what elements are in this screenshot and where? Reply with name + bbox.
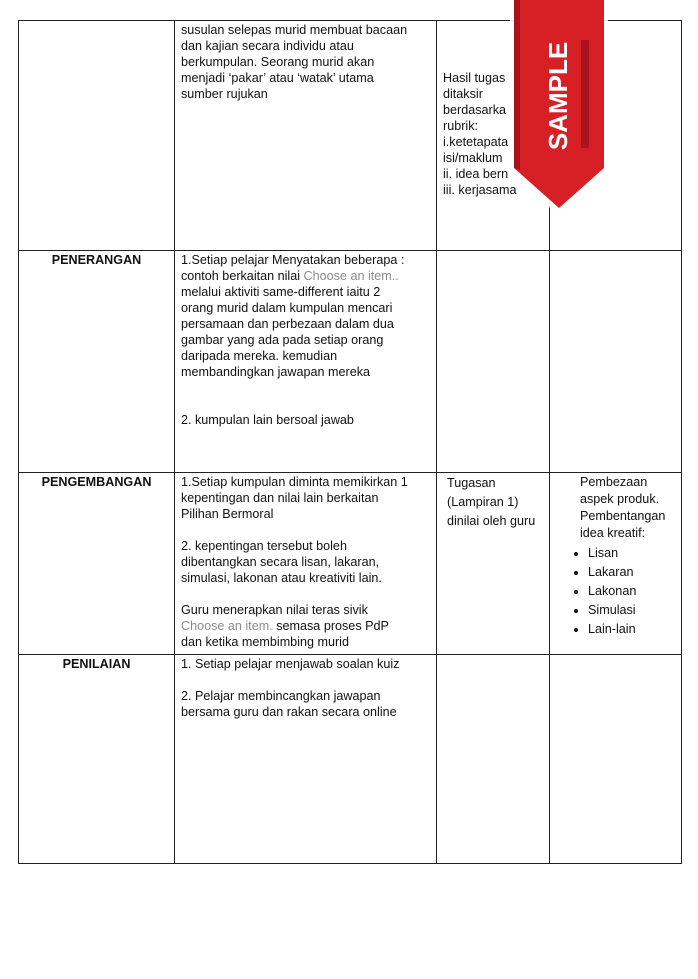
- assessment-text: Hasil tugas ditaksir berdasarka rubrik: i.ketetapata isi/maklum ii. idea bern iii. kerjasama: [443, 71, 517, 197]
- stage-cell: PENGEMBANGAN: [19, 473, 175, 655]
- notes-cell: [550, 655, 682, 864]
- stage-cell: [19, 21, 175, 251]
- ribbon-shade: [514, 0, 520, 170]
- list-item: • Lakaran: [588, 563, 675, 582]
- stage-cell: PENERANGAN: [19, 251, 175, 473]
- list-item: • Lisan: [588, 544, 675, 563]
- activity-cell: 1.Setiap pelajar Menyatakan beberapa : contoh berkaitan nilai Choose an item.. melalui aktiviti same-different iaitu 2 orang murid dalam kumpulan mencari persamaan dan perbezaan dalam dua gambar yang ada pada setiap orang daripada mereka. kemudian membandingkan jawapan mereka 2. kumpulan lain bersoal jawab: [175, 251, 437, 473]
- activity-cell: 1.Setiap kumpulan diminta memikirkan 1 kepentingan dan nilai lain berkaitan Pilihan Bermoral 2. kepentingan tersebut boleh dibentangkan secara lisan, lakaran, simulasi, lakonan atau kreativiti lain. Guru menerapkan nilai teras sivik Choose an item. semasa proses PdP dan ketika membimbing murid: [175, 473, 437, 655]
- list-item: • Lakonan: [588, 582, 675, 601]
- activity-text: susulan selepas murid membuat bacaan dan kajian secara individu atau berkumpulan. Seorang murid akan menjadi ‘pakar’ atau ‘watak’ utama sumber rujukan: [181, 23, 408, 101]
- activity-cell: 1. Setiap pelajar menjawab soalan kuiz 2. Pelajar membincangkan jawapan bersama guru dan rakan secara online: [175, 655, 437, 864]
- choose-item-dropdown[interactable]: Choose an item.: [181, 619, 273, 633]
- table-row: [19, 473, 682, 655]
- notes-cell: [550, 251, 682, 473]
- assessment-cell: [437, 251, 550, 473]
- list-item: • Lain-lain: [588, 620, 675, 639]
- table-row: [19, 655, 682, 864]
- choose-item-dropdown[interactable]: Choose an item..: [303, 269, 399, 283]
- sample-text: SAMPLE: [543, 41, 573, 151]
- sample-ribbon-watermark: [510, 0, 608, 216]
- table-row: [19, 251, 682, 473]
- ribbon-fine-print: [581, 40, 589, 148]
- list-item: • Simulasi: [588, 601, 675, 620]
- assessment-cell: Tugasan (Lampiran 1) dinilai oleh guru: [437, 473, 550, 655]
- creative-idea-list: [556, 544, 675, 639]
- activity-cell: [175, 21, 437, 251]
- notes-cell: Pembezaan aspek produk. Pembentangan idea kreatif: • Lisan • Lakaran • Lakonan • Simulasi • Lain-lain: [550, 473, 682, 655]
- stage-cell: PENILAIAN: [19, 655, 175, 864]
- assessment-cell: [437, 655, 550, 864]
